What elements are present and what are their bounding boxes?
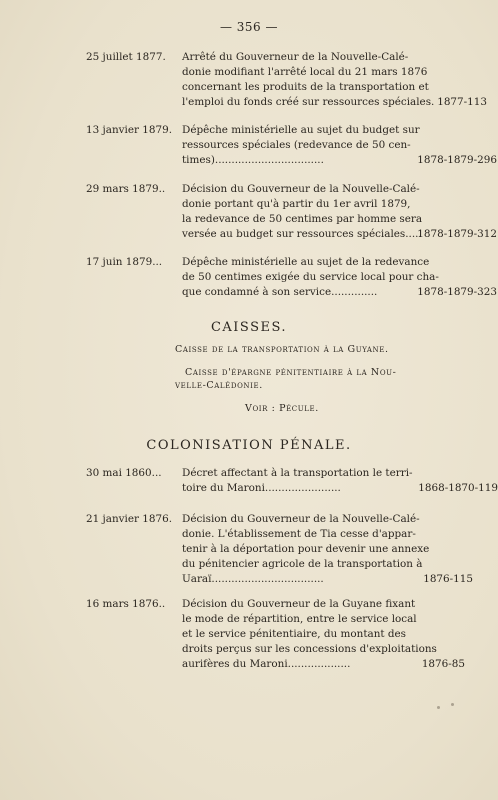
- entry-reference: 1878-1879-323: [417, 286, 497, 298]
- entry-1878-1879-312: [86, 182, 497, 244]
- entry-line: droits perçus sur les concessions d'exploitations: [182, 643, 437, 655]
- entry-line: Décision du Gouverneur de la Nouvelle-Calé-: [182, 183, 420, 195]
- entry-reference: 1876-115: [423, 573, 473, 585]
- entry-line: Décision du Gouverneur de la Guyane fixant: [182, 598, 416, 610]
- entry-1876-85: [86, 597, 465, 675]
- entry-body: [182, 512, 462, 587]
- entry-line: aurifères du Maroni...................: [182, 658, 351, 670]
- entry-line: donie. L'établissement de Tia cesse d'appar-: [182, 528, 416, 540]
- entry-1877-113: [86, 50, 487, 112]
- ink-mark: [437, 706, 440, 709]
- entry-1876-115: [86, 512, 473, 590]
- caisse-epargne-heading: Caisse d'épargne pénitentiaire à la Nou-: [185, 367, 397, 378]
- entry-date: 13 janvier 1879.: [86, 124, 172, 136]
- entry-line: versée au budget sur ressources spéciales.....: [182, 228, 422, 240]
- entry-line: le mode de répartition, entre le service local: [182, 613, 417, 625]
- entry-line: concernant les produits de la transportation et: [182, 81, 429, 93]
- caisse-epargne-heading-cont: velle-Calédonie.: [175, 380, 263, 391]
- entry-date: 29 mars 1879..: [86, 183, 166, 195]
- entry-1868-1870-119: [86, 466, 498, 498]
- entry-line: du pénitencier agricole de la transportation à: [182, 558, 423, 570]
- entry-line: donie modifiant l'arrêté local du 21 mars 1876: [182, 66, 428, 78]
- entry-line: Uaraï..................................: [182, 573, 324, 585]
- entry-body: [182, 50, 462, 110]
- entry-line: tenir à la déportation pour devenir une annexe: [182, 543, 430, 555]
- entry-reference: 1868-1870-119: [418, 482, 498, 494]
- entry-date: 30 mai 1860...: [86, 467, 162, 479]
- section-title-caisses: CAISSES.: [210, 320, 288, 335]
- entry-line: Dépêche ministérielle au sujet du budget sur: [182, 124, 420, 136]
- entry-line: l'emploi du fonds créé sur ressources spéciales.: [182, 96, 435, 108]
- page-number: — 356 —: [219, 20, 279, 34]
- entry-line: Décision du Gouverneur de la Nouvelle-Calé-: [182, 513, 420, 525]
- entry-line: Décret affectant à la transportation le terri-: [182, 467, 413, 479]
- caisse-transportation-heading: Caisse de la transportation à la Guyane.: [175, 344, 389, 355]
- entry-1878-1879-323: [86, 255, 497, 303]
- entry-date: 25 juillet 1877.: [86, 51, 166, 63]
- entry-reference: 1878-1879-312: [417, 228, 497, 240]
- entry-line: toire du Maroni.......................: [182, 482, 341, 494]
- ink-mark: [451, 703, 454, 706]
- entry-reference: 1877-113: [437, 96, 487, 108]
- entry-line: de 50 centimes exigée du service local pour cha-: [182, 271, 439, 283]
- entry-line: times).................................: [182, 154, 324, 166]
- entry-body: [182, 597, 462, 672]
- entry-date: 16 mars 1876..: [86, 598, 166, 610]
- entry-date: 21 janvier 1876.: [86, 513, 172, 525]
- entry-reference: 1876-85: [421, 658, 465, 670]
- entry-reference: 1878-1879-296: [417, 154, 497, 166]
- entry-line: Dépêche ministérielle au sujet de la redevance: [182, 256, 430, 268]
- entry-line: donie portant qu'à partir du 1er avril 1879,: [182, 198, 411, 210]
- entry-1878-1879-296: [86, 123, 497, 171]
- voir-pecule: Voir : Pécule.: [245, 403, 319, 414]
- section-title-colonisation-penale: COLONISATION PÉNALE.: [146, 438, 352, 453]
- entry-date: 17 juin 1879...: [86, 256, 163, 268]
- entry-line: que condamné à son service..............: [182, 286, 378, 298]
- entry-line: la redevance de 50 centimes par homme sera: [182, 213, 423, 225]
- entry-line: et le service pénitentiaire, du montant des: [182, 628, 407, 640]
- entry-line: Arrêté du Gouverneur de la Nouvelle-Calé-: [182, 51, 409, 63]
- entry-line: ressources spéciales (redevance de 50 cen-: [182, 139, 411, 151]
